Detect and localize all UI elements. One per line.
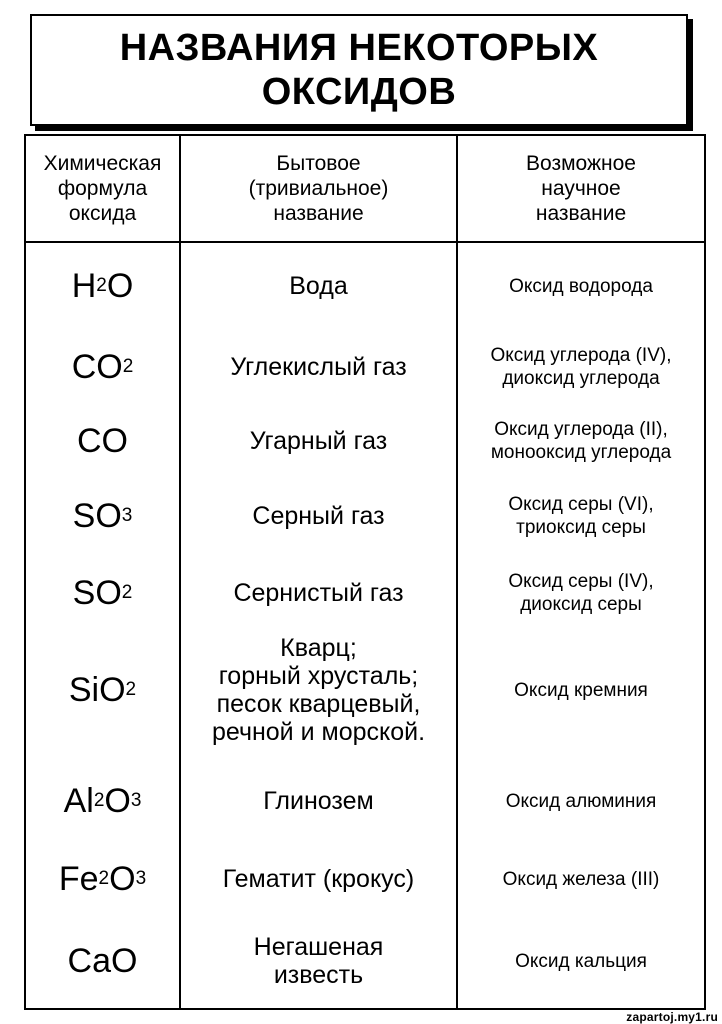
title-box (30, 14, 688, 126)
scientific-name-cell: Оксид железа (III) (502, 868, 660, 890)
common-name-cell: Углекислый газ (230, 353, 407, 381)
scientific-name-cell: Оксид серы (IV), диоксид серы (508, 571, 654, 615)
scientific-name-cell: Оксид кальция (515, 950, 647, 972)
common-name-cell: Негашеная известь (253, 933, 384, 989)
formula-cell: CO 2 (71, 347, 134, 386)
common-name-cell: Сернистый газ (233, 579, 404, 607)
header-divider (26, 241, 704, 243)
formula-cell: SiO 2 (68, 670, 137, 709)
formula-cell: SO 2 (72, 573, 133, 612)
common-name-cell: Вода (289, 272, 348, 300)
scientific-name-cell: Оксид алюминия (505, 790, 657, 812)
formula-part: O (106, 266, 134, 305)
formula-part: Fe (58, 859, 99, 898)
header-scientific-name: Возможное научное название (526, 152, 636, 225)
common-name-cell: Кварц; горный хрусталь; песок кварцевый, речной и морской. (211, 634, 426, 746)
header-common-name: Бытовое (тривиальное) название (248, 152, 389, 225)
formula-cell: H 2 O (71, 266, 134, 305)
common-name-cell: Глинозем (263, 787, 374, 815)
title-line-2: ОКСИДОВ (261, 71, 457, 113)
scientific-name-cell: Оксид серы (VI), триоксид серы (508, 494, 654, 538)
formula-cell: Fe 2 O 3 (58, 859, 147, 898)
header-formula: Химическая формула оксида (43, 152, 162, 225)
formula-cell (26, 404, 179, 478)
title-line-1: НАЗВАНИЯ НЕКОТОРЫХ (119, 27, 599, 69)
formula-part: SO (72, 573, 122, 612)
formula-part: CO (77, 421, 128, 460)
formula-part: H (71, 266, 97, 305)
formula-cell: Al 2 O 3 (63, 781, 142, 820)
scientific-name-cell: Оксид углерода (II), монооксид углерода (490, 419, 672, 463)
formula-part: Al (63, 781, 94, 820)
scientific-name-cell: Оксид водорода (509, 275, 653, 297)
formula-part: O (104, 781, 131, 820)
formula-part: CaO (67, 941, 138, 980)
scientific-name-cell: Оксид кремния (514, 679, 648, 701)
formula-part: SO (72, 496, 122, 535)
formula-part: CO (71, 347, 123, 386)
formula-part: SiO (68, 670, 126, 709)
formula-cell: SO 3 (72, 496, 133, 535)
watermark: zapartoj.my1.ru (626, 1010, 718, 1024)
common-name-cell: Угарный газ (249, 427, 388, 455)
oxides-table (24, 134, 706, 1010)
formula-cell (26, 921, 179, 1001)
common-name-cell: Серный газ (252, 502, 385, 530)
formula-part: O (109, 859, 136, 898)
common-name-cell: Гематит (крокус) (222, 865, 415, 893)
scientific-name-cell: Оксид углерода (IV), диоксид углерода (490, 345, 672, 389)
